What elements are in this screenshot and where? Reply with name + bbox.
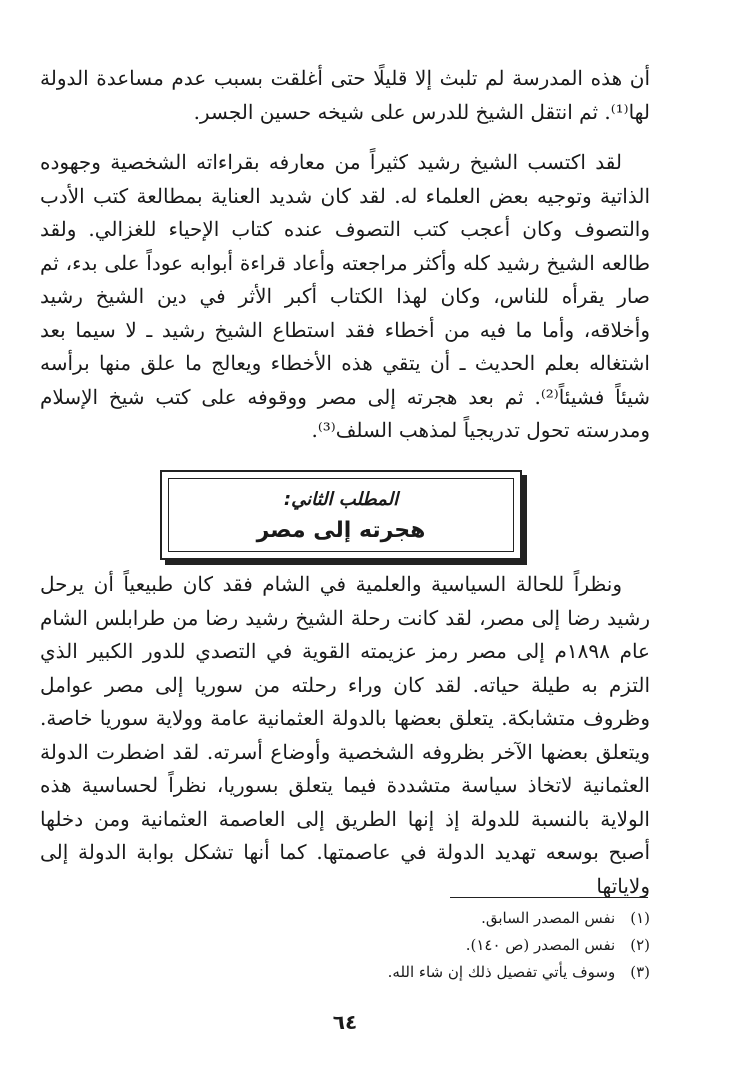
- footnote-2: [300, 932, 650, 959]
- page-number: ٦٤: [332, 1010, 358, 1034]
- footnotes: [300, 905, 650, 986]
- paragraph-1: أن هذه المدرسة لم تلبث إلا قليلًا حتى أغلقت بسبب عدم مساعدة الدولة لها⁽¹⁾. ثم انتقل الشيخ للدرس على شيخه حسين الجسر.: [40, 66, 650, 124]
- footnote-number: (٣): [630, 963, 650, 981]
- paragraph-3: ونظراً للحالة السياسية والعلمية في الشام فقد كان طبيعياً أن يرحل رشيد رضا إلى مصر، لقد كانت رحلة الشيخ رشيد رضا من طرابلس الشام عام ١٨٩٨م إلى مصر رمز عزيمته القوية في التصدي للدور الكبير الذي التزم به طيلة حياته. لقد كان وراء رحلته من سوريا إلى مصر عوامل وظروف متشابكة. يتعلق بعضها بالدولة العثمانية عامة وولاية سوريا خاصة. ويتعلق بعضها الآخر بظروفه الشخصية وأوضاع أسرته. لقد اضطرت الدولة العثمانية لاتخاذ سياسة متشددة فيما يتعلق بسوريا، نظراً لحساسية هذه الولاية بالنسبة للدولة إذ إنها الطريق إلى العاصمة العثمانية ومن دخلها أصبح بوسعه تهديد الدولة في عاصمتها. كما أنها تشكل بوابة الدولة إلى ولاياتها: [40, 572, 650, 898]
- footnote-text: نفس المصدر (ص ١٤٠).: [465, 936, 616, 954]
- footnote-text: نفس المصدر السابق.: [481, 909, 616, 927]
- footnote-3: [300, 959, 650, 986]
- section-label: المطلب الثاني:: [283, 489, 399, 510]
- footnote-1: [300, 905, 650, 932]
- paragraph-2: لقد اكتسب الشيخ رشيد كثيراً من معارفه بقراءاته الشخصية وجهوده الذاتية وتوجيه بعض العلماء له. لقد كان شديد العناية بمطالعة كتب الأدب والتصوف وكان أعجب كتب التصوف عنده كتاب الإحياء للغزالي. ولقد طالعه الشيخ رشيد كله وأكثر مراجعته وأعاد قراءة أبوابه عوداً على بدء، ثم صار يقرأه للناس، وكان لهذا الكتاب أكبر الأثر في دين الشيخ رشيد وأخلاقه، وأما ما فيه من أخطاء فقد استطاع الشيخ رشيد ـ لا سيما بعد اشتغاله بعلم الحديث ـ أن يتقي هذه الأخطاء ويعالج ما علق منها برأسه شيئاً فشيئاً⁽²⁾. ثم بعد هجرته إلى مصر ووقوفه على كتب شيخ الإسلام ومدرسته تحول تدريجياً لمذهب السلف⁽³⁾.: [40, 150, 651, 442]
- footnote-number: (١): [630, 909, 650, 927]
- section-heading-frame: [168, 478, 514, 552]
- section-title: هجرته إلى مصر: [256, 518, 426, 543]
- footnote-number: (٢): [630, 936, 650, 954]
- footnote-text: وسوف يأتي تفصيل ذلك إن شاء الله.: [387, 963, 616, 981]
- section-heading-box: [160, 470, 522, 560]
- paragraph-block-2: [40, 568, 650, 903]
- paragraph-block: [40, 146, 650, 448]
- paragraph-continuation: [40, 62, 650, 129]
- footnote-separator: [450, 897, 648, 898]
